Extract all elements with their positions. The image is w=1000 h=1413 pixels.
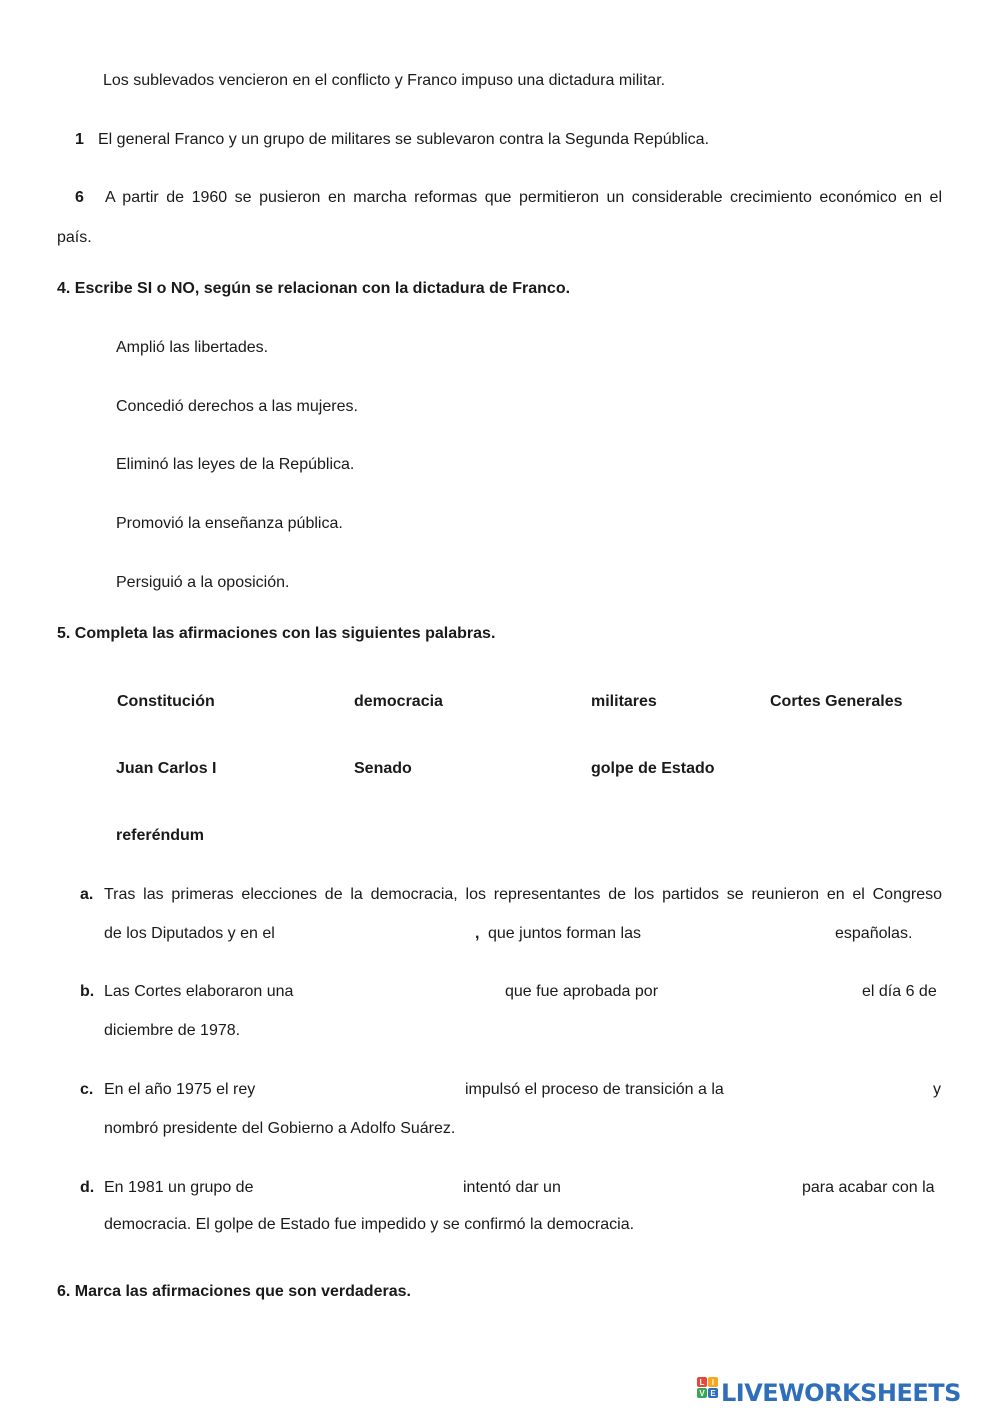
statement-c-letter: c. xyxy=(80,1081,94,1098)
word-bank-item: Constitución xyxy=(117,693,215,710)
statement-c-line2: nombró presidente del Gobierno a Adolfo Suárez. xyxy=(104,1120,456,1137)
yes-no-item-4: Promovió la enseñanza pública. xyxy=(116,515,343,532)
statement-b-letter: b. xyxy=(80,983,95,1000)
yes-no-item-3: Eliminó las leyes de la República. xyxy=(116,456,355,473)
ordering-item-6-line1: A partir de 1960 se pusieron en marcha reformas que permitieron un considerable crecimiento económico en el xyxy=(105,189,942,206)
yes-no-item-1: Amplió las libertades. xyxy=(116,339,269,356)
statement-a-comma: , xyxy=(475,925,480,942)
blank-d2[interactable] xyxy=(572,1176,797,1198)
statement-a-letter: a. xyxy=(80,886,94,903)
word-bank-item: democracia xyxy=(354,693,443,710)
logo-tile: E xyxy=(708,1388,718,1398)
word-bank-item: militares xyxy=(591,693,657,710)
ordering-item-1: El general Franco y un grupo de militares se sublevaron contra la Segunda República. xyxy=(98,131,710,148)
blank-c2[interactable] xyxy=(746,1078,926,1100)
blank-a2[interactable] xyxy=(656,922,831,944)
statement-c-part2: impulsó el proceso de transición a la xyxy=(465,1081,724,1098)
word-bank-item: Cortes Generales xyxy=(770,693,903,710)
statement-c-part1: En el año 1975 el rey xyxy=(104,1081,256,1098)
blank-b1[interactable] xyxy=(310,980,500,1002)
statement-d-part1: En 1981 un grupo de xyxy=(104,1179,254,1196)
blank-c1[interactable] xyxy=(272,1078,460,1100)
yes-no-item-2: Concedió derechos a las mujeres. xyxy=(116,398,358,415)
logo-tile: L xyxy=(697,1377,707,1387)
statement-d-part3: para acabar con la xyxy=(802,1179,935,1196)
logo-tile: I xyxy=(708,1377,718,1387)
word-bank-item: Juan Carlos I xyxy=(116,760,217,777)
logo-tile: V xyxy=(697,1388,707,1398)
blank-b2[interactable] xyxy=(672,980,857,1002)
statement-a-part2: que juntos forman las xyxy=(488,925,641,942)
section-6-heading: 6. Marca las afirmaciones que son verdaderas. xyxy=(57,1283,411,1300)
statement-d-part2: intentó dar un xyxy=(463,1179,561,1196)
statement-d-letter: d. xyxy=(80,1179,95,1196)
logo-tiles-icon xyxy=(697,1377,718,1409)
word-bank-item: Senado xyxy=(354,760,412,777)
word-bank-item: golpe de Estado xyxy=(591,760,715,777)
yes-no-item-5: Persiguió a la oposición. xyxy=(116,574,290,591)
ordering-number-6[interactable]: 6 xyxy=(75,189,84,206)
word-bank-item: referéndum xyxy=(116,827,205,844)
statement-b-part1: Las Cortes elaboraron una xyxy=(104,983,294,1000)
ordering-item-unnumbered: Los sublevados vencieron en el conflicto y Franco impuso una dictadura militar. xyxy=(103,72,666,89)
statement-a-part1: de los Diputados y en el xyxy=(104,925,275,942)
statement-a-part3: españolas. xyxy=(835,925,913,942)
statement-a-line1: Tras las primeras elecciones de la democracia, los representantes de los partidos se reunieron en el Congreso xyxy=(104,886,942,903)
ordering-item-6-line2: país. xyxy=(57,229,92,246)
statement-b-part3: el día 6 de xyxy=(862,983,937,1000)
statement-d-line2: democracia. El golpe de Estado fue impedido y se confirmó la democracia. xyxy=(104,1216,635,1233)
blank-a1[interactable] xyxy=(290,922,470,944)
ordering-number-1[interactable]: 1 xyxy=(75,131,84,148)
statement-b-line2: diciembre de 1978. xyxy=(104,1022,241,1039)
section-5-heading: 5. Completa las afirmaciones con las siguientes palabras. xyxy=(57,625,496,642)
logo-text: LIVEWORKSHEETS xyxy=(721,1379,961,1407)
statement-b-part2: que fue aprobada por xyxy=(505,983,659,1000)
statement-c-part3: y xyxy=(933,1081,941,1098)
liveworksheets-logo[interactable] xyxy=(697,1378,961,1408)
blank-d1[interactable] xyxy=(268,1176,458,1198)
section-4-heading: 4. Escribe SI o NO, según se relacionan con la dictadura de Franco. xyxy=(57,280,571,297)
